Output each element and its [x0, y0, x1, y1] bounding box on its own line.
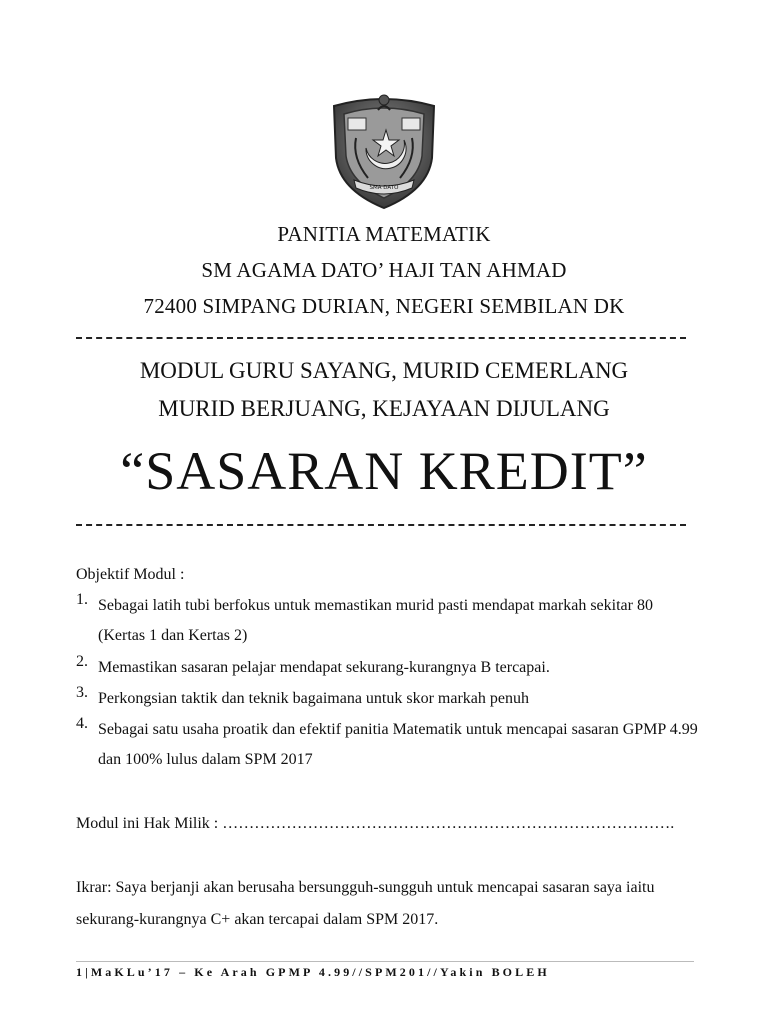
divider-bottom: [76, 524, 686, 526]
objective-item: [76, 684, 696, 714]
school-name: SM AGAMA DATO’ HAJI TAN AHMAD: [201, 258, 567, 282]
motto-line-1: MODUL GURU SAYANG, MURID CEMERLANG: [139, 358, 629, 383]
divider-top: [76, 337, 686, 339]
motto-line-2: MURID BERJUANG, KEJAYAAN DIJULANG: [158, 396, 610, 421]
school-crest-icon: [328, 88, 440, 212]
objective-number: 3.: [76, 684, 88, 701]
module-title: “SASARAN KREDIT”: [120, 441, 648, 501]
footer-rule: [76, 961, 694, 962]
objective-number: 4.: [76, 715, 88, 732]
objective-number: 2.: [76, 653, 88, 670]
objectives-heading: Objektif Modul :: [76, 566, 185, 583]
pledge-text: Ikrar: Saya berjanji akan berusaha bersungguh-sungguh untuk mencapai sasaran saya iaitu sekurang-kurangnya C+ akan tercapai dalam SPM 2017.: [76, 879, 655, 928]
objective-text: Perkongsian taktik dan teknik bagaimana untuk skor markah penuh: [98, 690, 530, 707]
ownership-line: Modul ini Hak Milik : ………………………………………………………………………….: [76, 815, 675, 832]
objective-item: [76, 591, 696, 651]
committee-name: PANITIA MATEMATIK: [277, 222, 491, 246]
objective-item: [76, 653, 696, 683]
objective-number: 1.: [76, 591, 88, 608]
objective-text: Sebagai satu usaha proatik dan efektif panitia Matematik untuk mencapai sasaran GPMP 4.99 dan 100% lulus dalam SPM 2017: [98, 721, 698, 768]
objective-text: Sebagai latih tubi berfokus untuk memastikan murid pasti mendapat markah sekitar 80 (Kertas 1 dan Kertas 2): [98, 597, 653, 644]
school-address: 72400 SIMPANG DURIAN, NEGERI SEMBILAN DK: [143, 294, 625, 318]
objective-item: [76, 715, 696, 775]
crest-banner-text: SMA DATO: [369, 185, 399, 191]
objective-text: Memastikan sasaran pelajar mendapat sekurang-kurangnya B tercapai.: [98, 659, 550, 676]
page-footer: 1|MaKLu’17 – Ke Arah GPMP 4.99//SPM201//Yakin BOLEH: [76, 965, 550, 979]
